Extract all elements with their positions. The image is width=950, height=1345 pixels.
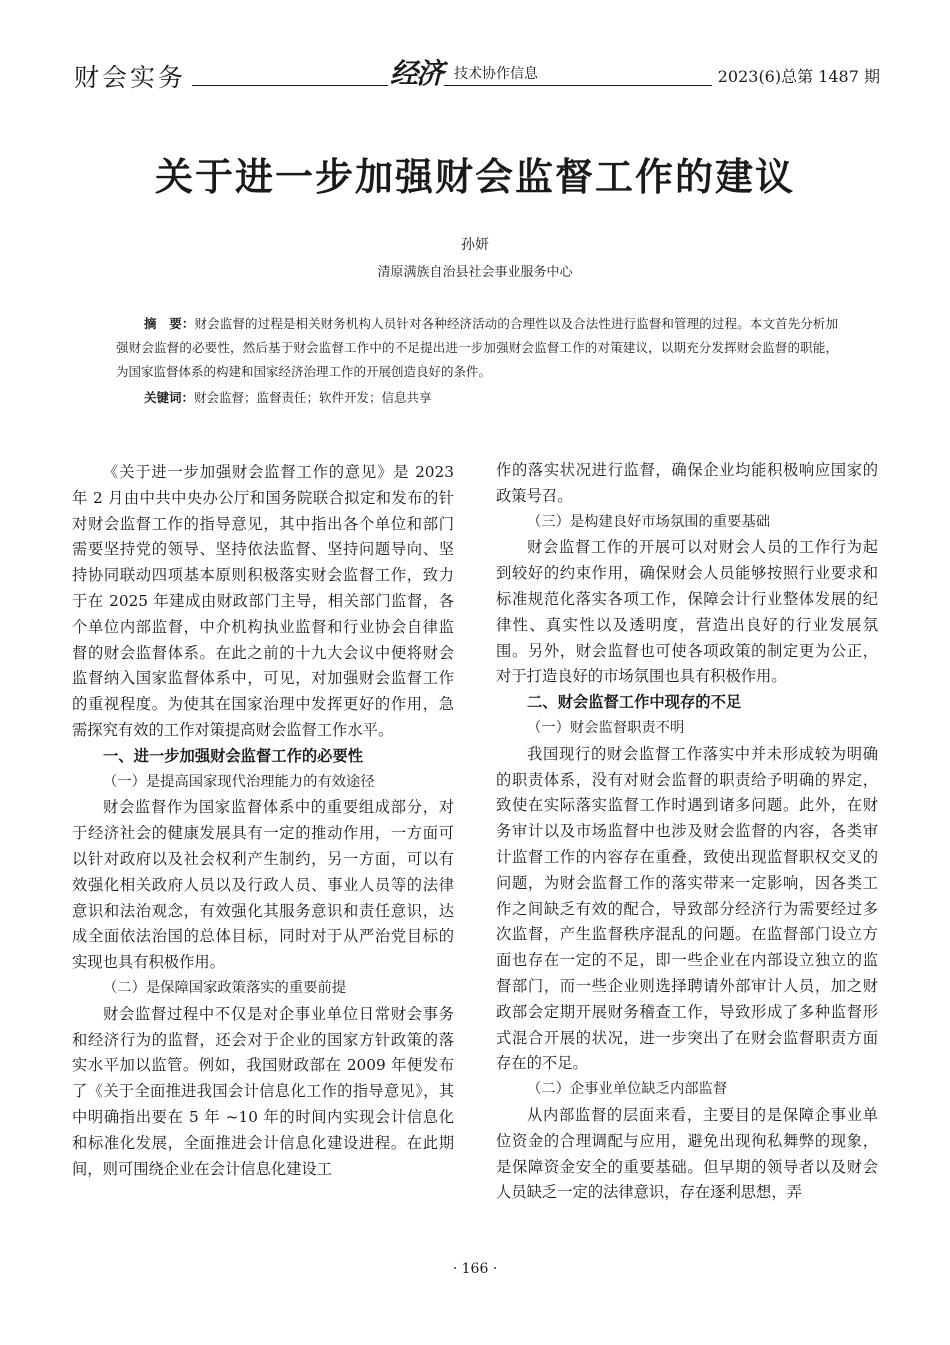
subsection-heading: （二）是保障国家政策落实的重要前提: [103, 979, 347, 996]
section-label: 财会实务: [74, 63, 187, 92]
body-paragraph: 财会监督过程中不仅是对企事业单位日常财会事务和经济行为的监督，还会对于企业的国家方针政策的落实水平加以监管。例如，我国财政部在 2009 年便发布了《关于全面推进我国会计信息化工作的指导意见》，其中明确指出要在 5 年 ~10 年的时间内实现会计信息化和标准化发展，全面推进会计信息化建设进程。在此期间，则可围绕企业在会计信息化建设工: [72, 1004, 454, 1178]
right-column: [496, 458, 878, 1206]
journal-logo: 经济: [388, 52, 444, 92]
left-column: [72, 460, 454, 1182]
keywords-text: 财会监督；监督责任；软件开发；信息共享: [194, 390, 432, 405]
keywords-line: [116, 386, 838, 410]
article-title: 关于进一步加强财会监督工作的建议: [154, 155, 795, 199]
subsection-heading: （一）财会监督职责不明: [527, 719, 685, 736]
keywords-label: 关键词：: [144, 390, 195, 405]
abstract-paragraph: [116, 312, 838, 384]
abstract-label: 摘 要：: [144, 316, 195, 331]
author: 孙妍: [461, 237, 489, 253]
issue-info: 2023(6)总第 1487 期: [712, 64, 880, 87]
section-heading: 二、财会监督工作中现存的不足: [527, 693, 742, 712]
body-paragraph: 财会监督作为国家监督体系中的重要组成部分，对于经济社会的健康发展具有一定的推动作用，一方面可以针对政府以及社会权利产生制约，另一方面，可以有效强化相关政府人员以及行政人员、事业人员等的法律意识和法治观念，有效强化其服务意识和责任意识，达成全面依法治国的总体目标，同时对于从严治党目标的实现也具有积极作用。: [72, 798, 454, 972]
abstract-block: [116, 312, 838, 410]
subsection-heading: （三）是构建良好市场氛围的重要基础: [527, 513, 771, 530]
body-paragraph: 财会监督工作的开展可以对财会人员的工作行为起到较好的约束作用，确保财会人员能够按照行业要求和标准规范化落实各项工作，保障会计行业整体发展的纪律性、真实性以及透明度，营造出良好的行业发展氛围。另外，财会监督也可使各项政策的制定更为公正，对于打造良好的市场氛围也具有积极作用。: [496, 538, 878, 686]
body-paragraph: 从内部监督的层面来看，主要目的是保障企事业单位资金的合理调配与应用，避免出现徇私舞弊的现象，是保障资金安全的重要基础。但早期的领导者以及财会人员缺乏一定的法律意识，存在逐利思想，弄: [496, 1105, 878, 1202]
page-number: · 166 ·: [452, 1261, 498, 1277]
section-heading: 一、进一步加强财会监督工作的必要性: [103, 746, 364, 765]
affiliation: 清原满族自治县社会事业服务中心: [377, 265, 573, 280]
body-paragraph: 《关于进一步加强财会监督工作的意见》是 2023 年 2 月由中共中央办公厅和国务院联合拟定和发布的针对财会监督工作的指导意见，其中指出各个单位和部门需要坚持党的领导、坚持依法监督、坚持问题导向、坚持协同联动四项基本原则积极落实财会监督工作，致力于在 2025 年建成由财政部门主导，相关部门监督，各个单位内部监督，中介机构执业监督和行业协会自律监督的财会监督体系。在此之前的十九大会议中便将财会监督纳入国家监督体系中，可见，对加强财会监督工作的重视程度。为使其在国家治理中发挥更好的作用，急需探究有效的工作对策提高财会监督工作水平。: [72, 463, 454, 739]
running-header: [70, 56, 882, 92]
abstract-text: 财会监督的过程是相关财务机构人员针对各种经济活动的合理性以及合法性进行监督和管理的过程。本文首先分析加强财会监督的必要性，然后基于财会监督工作中的不足提出进一步加强财会监督工作的对策建议，以期充分发挥财会监督的职能，为国家监督体系的构建和国家经济治理工作的开展创造良好的条件。: [116, 316, 838, 379]
subsection-heading: （二）企事业单位缺乏内部监督: [527, 1081, 728, 1098]
subsection-heading: （一）是提高国家现代治理能力的有效途径: [103, 773, 375, 790]
body-paragraph: 我国现行的财会监督工作落实中并未形成较为明确的职责体系，没有对财会监督的职责给予明确的界定，致使在实际落实监督工作时遇到诸多问题。此外，在财务审计以及市场监督中也涉及财会监督的内容，各类审计监督工作的内容存在重叠，致使出现监督职权交叉的问题，为财会监督工作的落实带来一定影响，因各类工作之间缺乏有效的配合，导致部分经济行为需要经过多次监督，产生监督秩序混乱的问题。在监督部门设立方面也存在一定的不足，即一些企业在内部设立独立的监督部门，而一些企业则选择聘请外部审计人员，加之财政部会定期开展财务稽查工作，导致形成了多种监督形式混合开展的状况，进一步突出了在财会监督职责方面存在的不足。: [496, 744, 878, 1073]
body-paragraph-continued: 作的落实状况进行监督，确保企业均能积极响应国家的政策号召。: [496, 461, 878, 505]
journal-name: 技术协作信息: [454, 63, 542, 83]
